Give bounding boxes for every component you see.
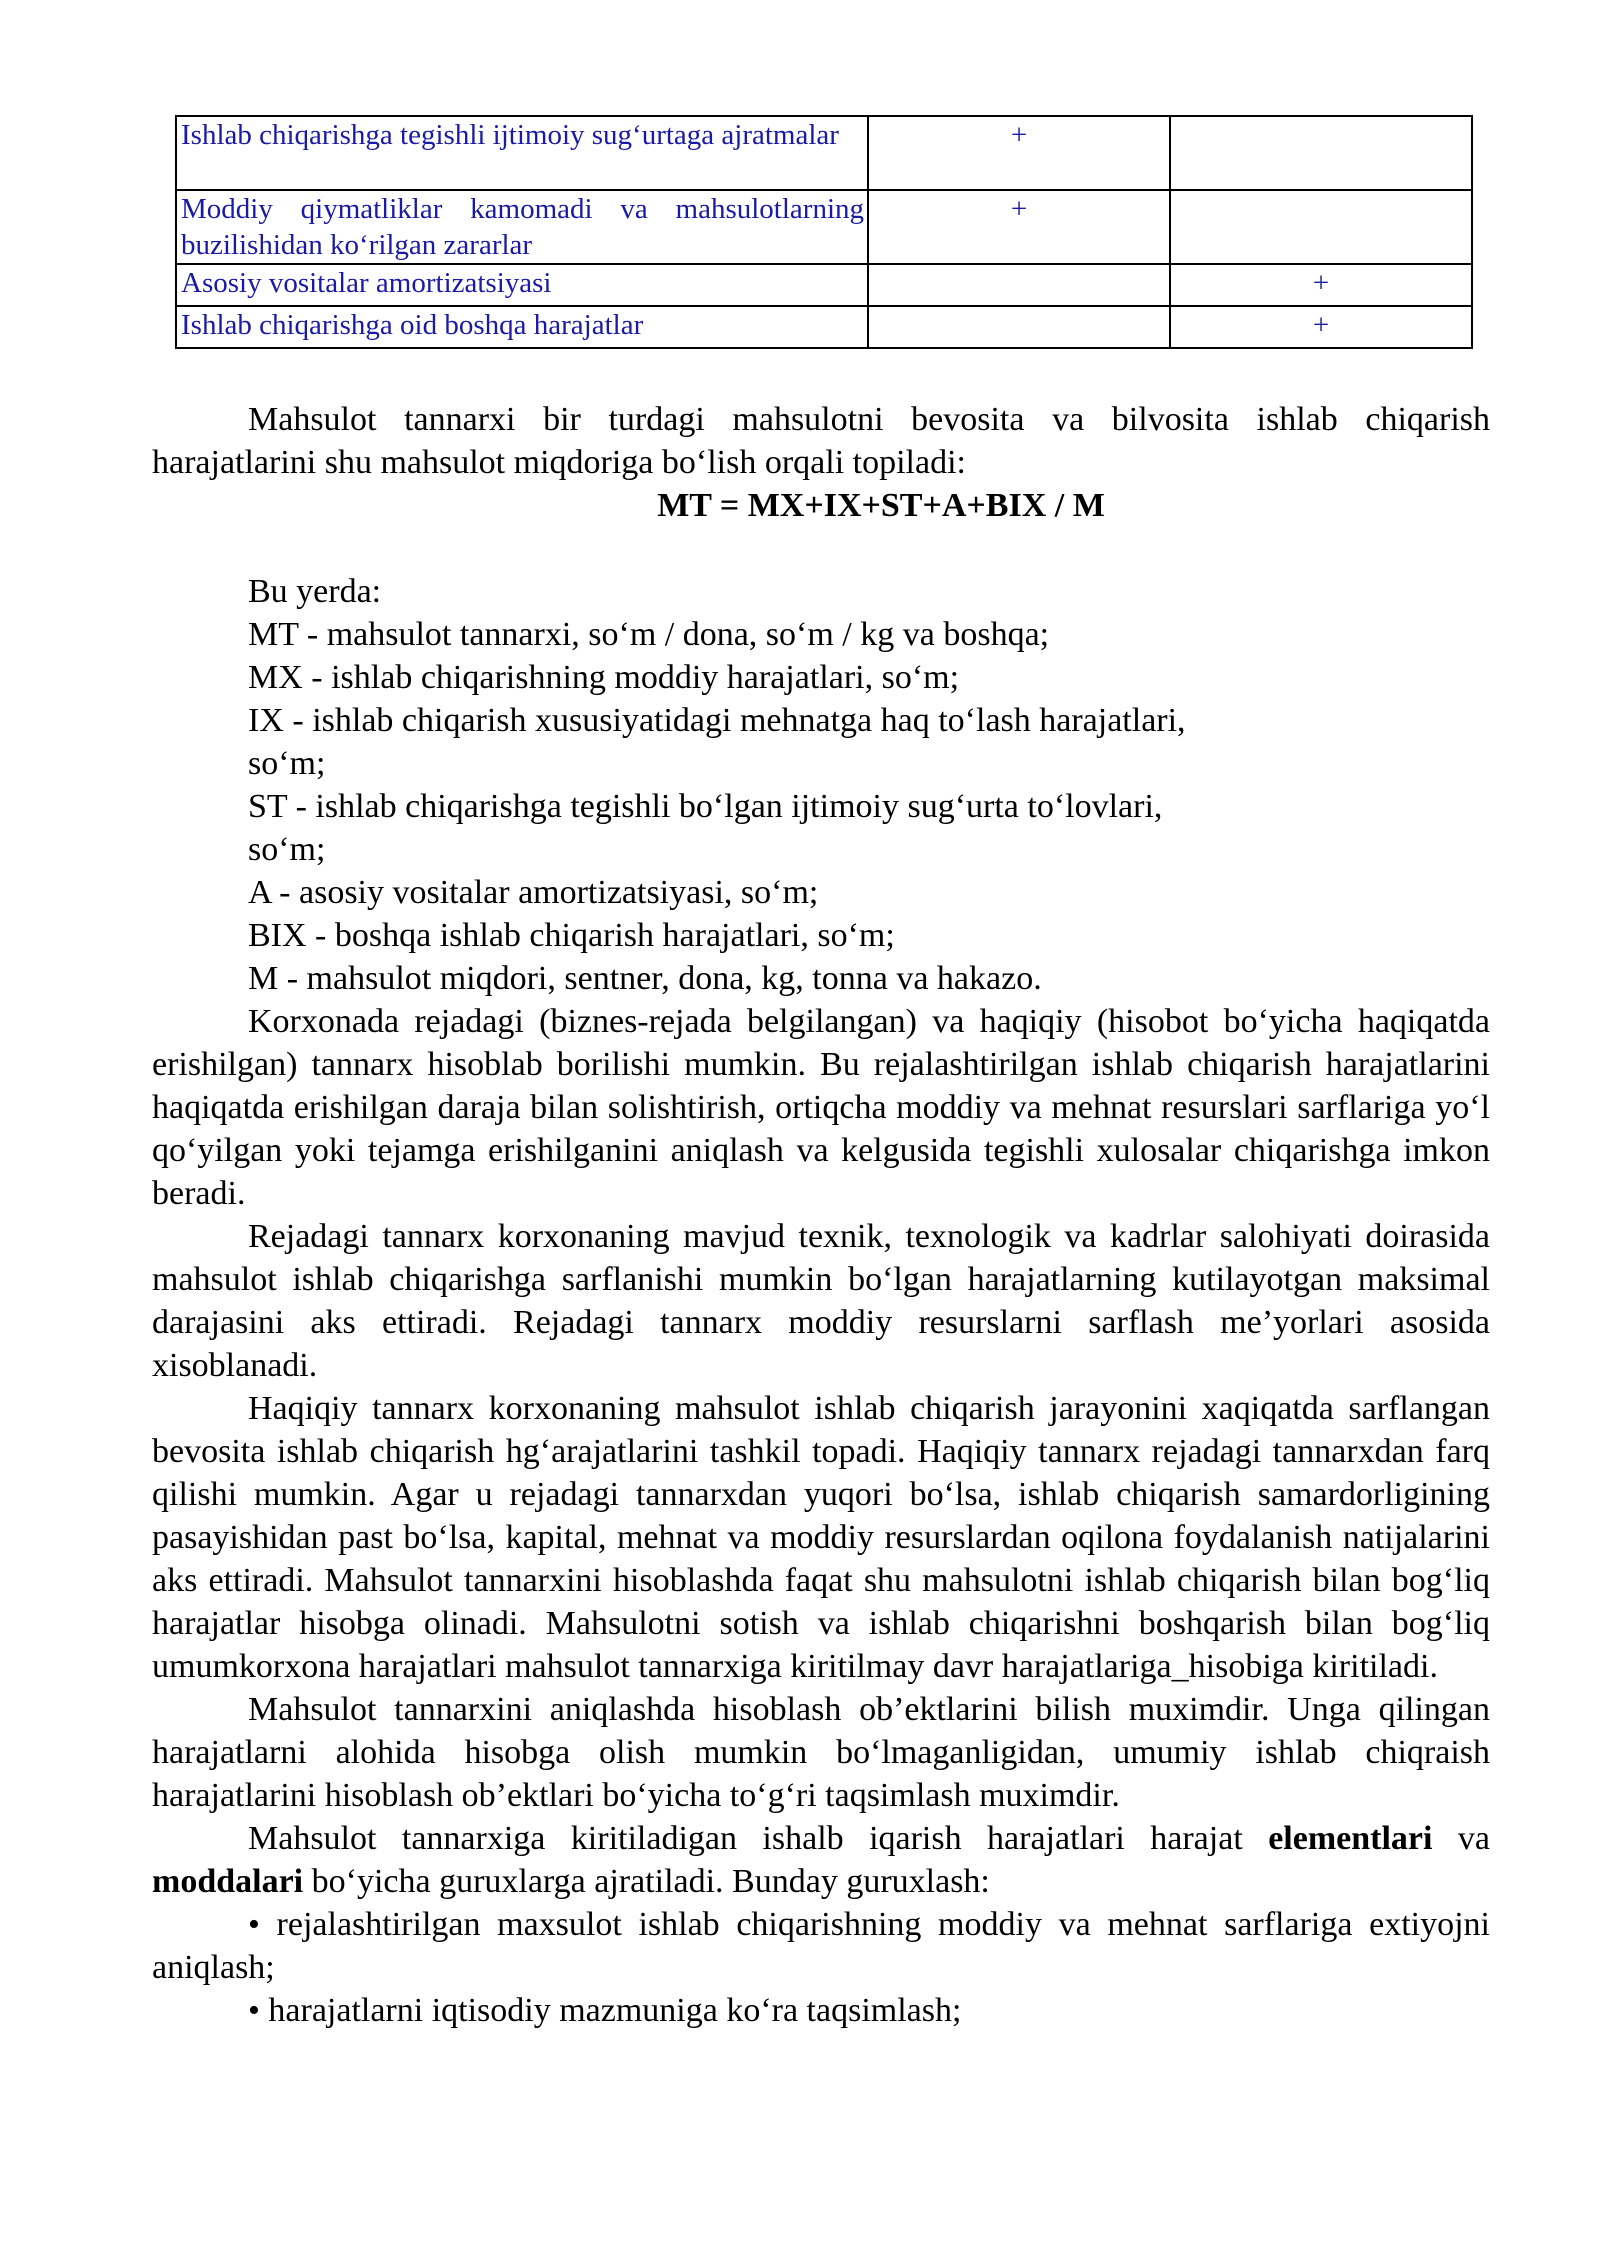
table-cell-label: Asosiy vositalar amortizatsiyasi	[176, 264, 868, 306]
table-cell-mark: +	[1170, 306, 1472, 348]
table-cell-label: Moddiy qiymatliklar kamomadi va mahsulotlarning buzilishidan ko‘rilgan zararlar	[176, 190, 868, 264]
intro-paragraph: Mahsulot tannarxi bir turdagi mahsulotni bevosita va bilvosita ishlab chiqarish harajatlarini shu mahsulot miqdoriga bo‘lish orqali topiladi:	[152, 401, 1490, 481]
body-paragraph: Mahsulot tannarxini aniqlashda hisoblash ob’ektlarini bilish muximdir. Unga qilingan harajatlarni alohida hisobga olish mumkin bo‘lmaganligidan, umumiy ishlab chiqraish harajatlarini hisoblash ob’ektlari bo‘yicha to‘g‘ri taqsimlash muximdir.	[152, 1691, 1490, 1814]
body-paragraph: Haqiqiy tannarx korxonaning mahsulot ishlab chiqarish jarayonini xaqiqatda sarflangan bevosita ishlab chiqarish hg‘arajatlarini tashkil topadi. Haqiqiy tannarx rejadagi tannarxdan farq qilishi mumkin. Agar u rejadagi tannarxdan yuqori bo‘lsa, ishlab chiqarish samardorligining pasayishidan past bo‘lsa, kapital, mehnat va moddiy resurslardan oqilona foydalanish natijalarini aks ettiradi. Mahsulot tannarxini hisoblashda faqat shu mahsulotni ishlab chiqarish bilan bog‘liq harajatlar hisobga olinadi. Mahsulotni sotish va ishlab chiqarishni boshqarish bilan bog‘liq umumkorxona harajatlari mahsulot tannarxiga kiritilmay davr harajatlariga_hisobiga kiritiladi.	[152, 1390, 1490, 1685]
body-paragraph: Korxonada rejadagi (biznes-rejada belgilangan) va haqiqiy (hisobot bo‘yicha haqiqatda erishilgan) tannarx hisoblab borilishi mumkin. Bu rejalashtirilgan ishlab chiqarish harajatlarini haqiqatda erishilgan daraja bilan solishtirish, ortiqcha moddiy va mehnat resurslari sarflariga yo‘l qo‘yilgan yoki tejamga erishilganini aniqlash va kelgusida tegishli xulosalar chiqarishga imkon beradi.	[152, 1003, 1490, 1212]
table-cell-mark: +	[868, 116, 1170, 190]
table-cell-mark	[868, 264, 1170, 306]
grouping-paragraph	[152, 1817, 1490, 1903]
bullet-item: • harajatlarni iqtisodiy mazmuniga ko‘ra taqsimlash;	[248, 1992, 962, 2029]
bullet-item: • rejalashtirilgan maxsulot ishlab chiqarishning moddiy va mehnat sarflariga extiyojni aniqlash;	[152, 1906, 1490, 1986]
document-body	[152, 398, 1490, 2032]
cost-classification-table	[175, 115, 1473, 349]
table-cell-mark: +	[1170, 264, 1472, 306]
definition-item: A - asosiy vositalar amortizatsiyasi, so‘m;	[248, 874, 819, 911]
grouping-bold-term: moddalari	[152, 1863, 304, 1900]
grouping-text: va	[1432, 1820, 1490, 1857]
table-cell-mark	[1170, 190, 1472, 264]
grouping-bold-term: elementlari	[1268, 1820, 1433, 1857]
definition-item: ST - ishlab chiqarishga tegishli bo‘lgan ijtimoiy sug‘urta to‘lovlari, so‘m;	[248, 788, 1163, 868]
table-row	[176, 264, 1472, 306]
body-paragraph: Rejadagi tannarx korxonaning mavjud texnik, texnologik va kadrlar salohiyati doirasida mahsulot ishlab chiqarishga sarflanishi mumkin bo‘lgan harajatlarning kutilayotgan maksimal darajasini aks ettiradi. Rejadagi tannarx moddiy resurslarni sarflash me’yorlari asosida xisoblanadi.	[152, 1218, 1490, 1384]
grouping-text: bo‘yicha guruxlarga ajratiladi. Bunday guruxlash:	[303, 1863, 990, 1900]
definition-item: MT - mahsulot tannarxi, so‘m / dona, so‘m / kg va boshqa;	[248, 616, 1050, 653]
where-label: Bu yerda:	[248, 573, 382, 610]
table-row	[176, 116, 1472, 190]
definition-item: M - mahsulot miqdori, sentner, dona, kg, tonna va hakazo.	[248, 960, 1042, 997]
definition-item: IX - ishlab chiqarish xususiyatidagi mehnatga haq to‘lash harajatlari, so‘m;	[248, 702, 1186, 782]
table-cell-mark	[868, 306, 1170, 348]
definition-item: MX - ishlab chiqarishning moddiy harajatlari, so‘m;	[248, 659, 960, 696]
grouping-text: Mahsulot tannarxiga kiritiladigan ishalb iqarish harajatlari harajat	[248, 1820, 1269, 1857]
table-cell-label: Ishlab chiqarishga tegishli ijtimoiy sug‘urtaga ajratmalar	[176, 116, 868, 190]
table-cell-label: Ishlab chiqarishga oid boshqa harajatlar	[176, 306, 868, 348]
definition-item: BIX - boshqa ishlab chiqarish harajatlari, so‘m;	[248, 917, 895, 954]
spacer	[152, 527, 1490, 570]
table-cell-mark: +	[868, 190, 1170, 264]
table-row	[176, 190, 1472, 264]
table-row	[176, 306, 1472, 348]
table-cell-mark	[1170, 116, 1472, 190]
cost-formula: MT = MX+IX+ST+A+BIX / M	[657, 487, 1105, 524]
